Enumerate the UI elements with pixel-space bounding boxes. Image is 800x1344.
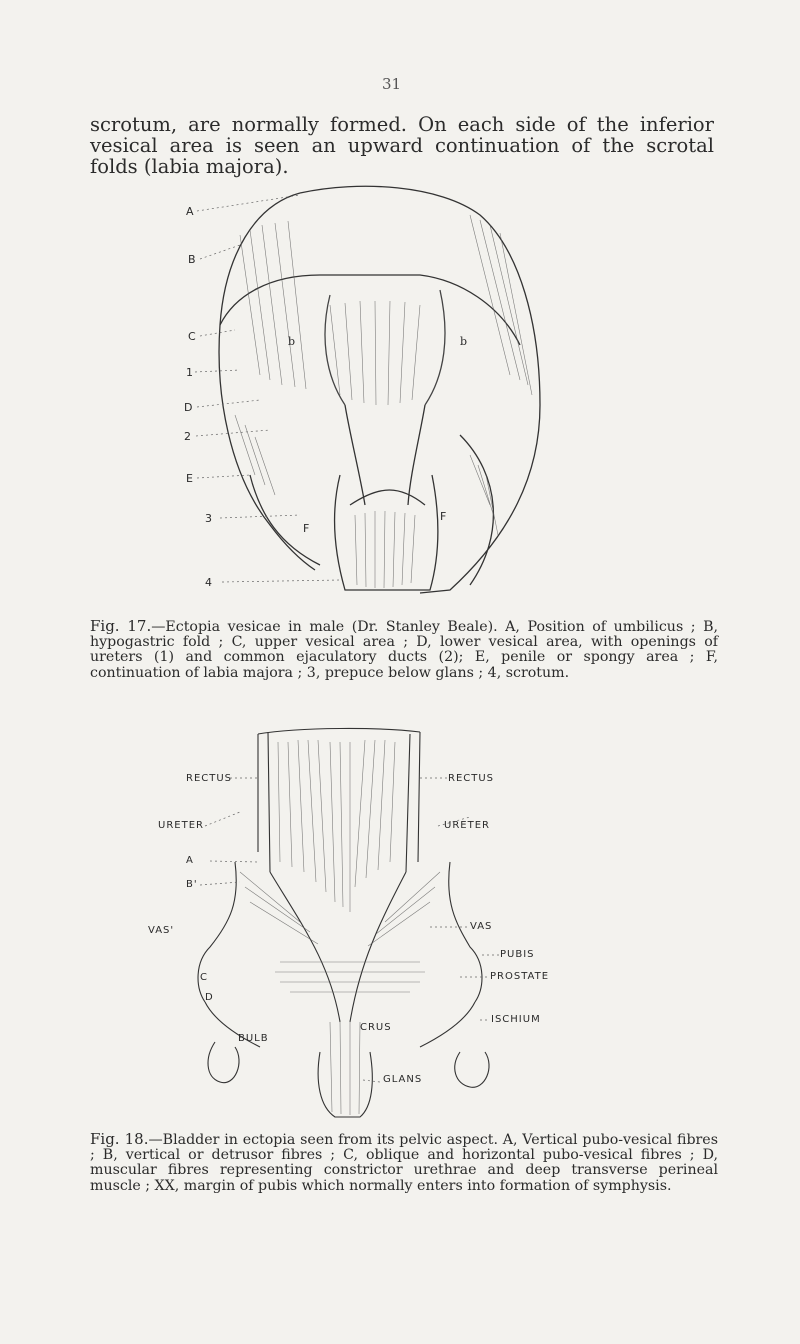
label-c: C [188, 330, 197, 343]
label-ureter-left: URETER [158, 820, 204, 831]
figure-18-caption [90, 1132, 718, 1194]
label-d: D [205, 992, 214, 1003]
rectus-outline [258, 732, 420, 872]
figure-17-caption [90, 619, 718, 681]
label-prostate: PROSTATE [490, 971, 550, 982]
label-e: E [186, 472, 194, 485]
label-glans: GLANS [383, 1074, 423, 1085]
label-b: B [188, 253, 197, 266]
label-ischium: ISCHIUM [491, 1014, 541, 1025]
body-paragraph: scrotum, are normally formed. On each side of the inferior vesical area is seen an upward continuation of the scrotal folds (labia majora). [90, 113, 714, 178]
label-a: A [186, 205, 195, 218]
label-vas-right: VAS [470, 921, 493, 932]
label-rectus-right: RECTUS [448, 773, 495, 784]
figure-18-caption-text: —Bladder in ectopia seen from its pelvic aspect. A, Vertical pubo-vesical fibres ; B, vertical or detrusor fibres ; C, oblique and horizontal pubo-vesical fibres ; D, muscular fibres representing constrictor urethrae and deep transverse perineal muscle ; XX, margin of pubis which normally enters into formation of symphysis. [90, 1132, 718, 1194]
label-ureter-right: URETER [444, 820, 490, 831]
label-bulb: BULB [238, 1033, 269, 1044]
label-f-right: F [440, 510, 448, 523]
ischium-left [208, 1042, 239, 1083]
upper-vesical-rim [220, 275, 520, 345]
figure-17-caption-lead: Fig. 17. [90, 617, 152, 635]
label-rectus-left: RECTUS [186, 773, 233, 784]
label-4: 4 [205, 576, 213, 589]
figure-17-illustration [0, 175, 800, 615]
label-1: 1 [186, 366, 194, 379]
bladder-pelvic-aspect-drawing [0, 722, 800, 1126]
figure-18-caption-lead: Fig. 18. [90, 1130, 149, 1148]
label-b-lower-left: b [288, 335, 297, 348]
pubis-right [449, 862, 482, 1002]
label-c: C [200, 972, 208, 983]
ectopia-vesicae-drawing [0, 175, 800, 615]
ischium-right [455, 1052, 489, 1087]
label-pubis: PUBIS [500, 949, 535, 960]
outer-outline-left [219, 193, 315, 570]
glans-outline [335, 475, 438, 590]
glans [318, 1052, 372, 1117]
label-2: 2 [184, 430, 192, 443]
figure-17-caption-text: —Ectopia vesicae in male (Dr. Stanley Beale). A, Position of umbilicus ; B, hypogastric fold ; C, upper vesical area ; D, lower vesical area, with openings of ureters (1) and common ejaculatory ducts (2); E, penile or spongy area ; F, continuation of labia majora ; 3, prepuce below glans ; 4, scrotum. [90, 619, 718, 681]
label-b-lower-right: b [460, 335, 469, 348]
label-b-prime: B' [186, 879, 198, 890]
figure-18-illustration [0, 722, 800, 1126]
label-vas-left: VAS' [148, 925, 175, 936]
label-3: 3 [205, 512, 213, 525]
label-f-left: F [303, 522, 311, 535]
label-crus: CRUS [360, 1022, 392, 1033]
label-a: A [186, 855, 194, 866]
label-d: D [184, 401, 194, 414]
page-number: 31 [382, 75, 402, 93]
